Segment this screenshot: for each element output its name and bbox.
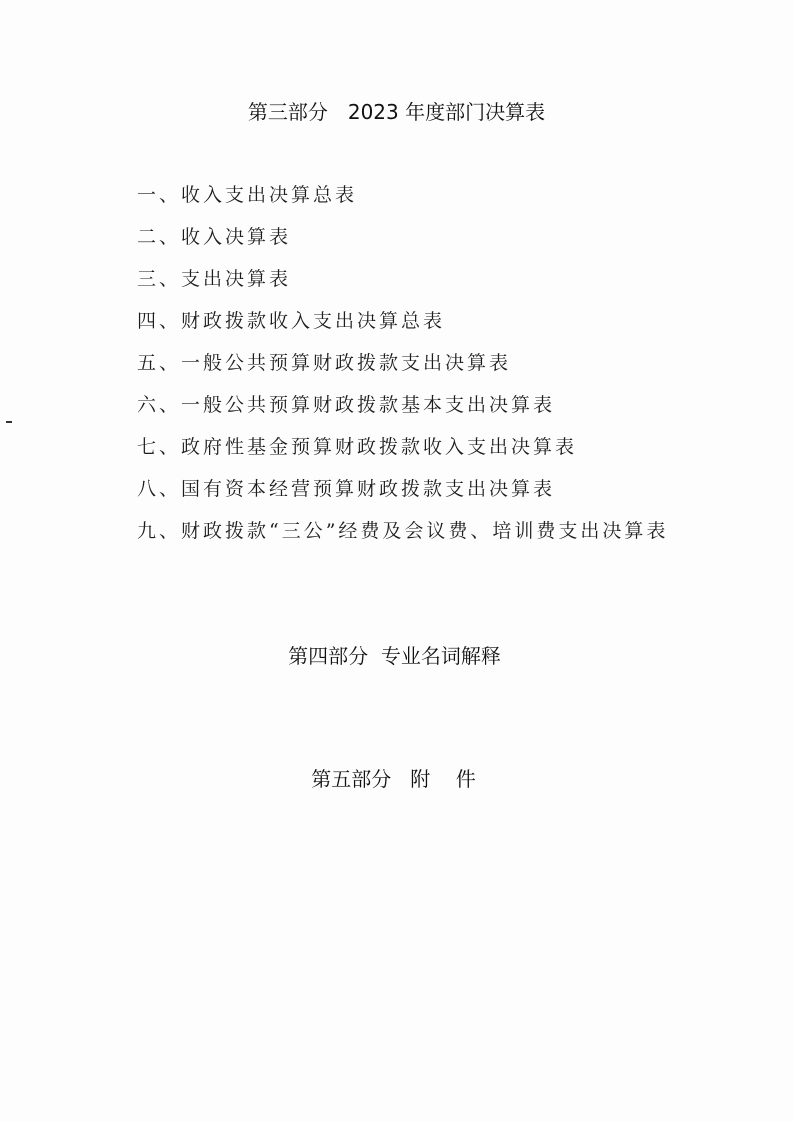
part5-heading: 第五部分 附 件 (311, 767, 476, 791)
list-item: 七、政府性基金预算财政拨款收入支出决算表 (137, 436, 578, 458)
part3-table-list (137, 180, 668, 558)
list-item: 二、收入决算表 (137, 226, 292, 248)
list-item: 九、财政拨款“三公”经费及会议费、培训费支出决算表 (137, 520, 669, 542)
part3-heading: 第三部分 2023 年度部门决算表 (247, 100, 546, 124)
scan-artifact-mark (6, 421, 12, 423)
list-item: 一、收入支出决算总表 (137, 184, 358, 206)
list-item: 六、一般公共预算财政拨款基本支出决算表 (137, 394, 556, 416)
part4-heading: 第四部分 专业名词解释 (288, 644, 501, 668)
list-item: 四、财政拨款收入支出决算总表 (137, 310, 446, 332)
list-item: 八、国有资本经营预算财政拨款支出决算表 (137, 478, 556, 500)
list-item: 五、一般公共预算财政拨款支出决算表 (137, 352, 512, 374)
list-item: 三、支出决算表 (137, 268, 292, 290)
